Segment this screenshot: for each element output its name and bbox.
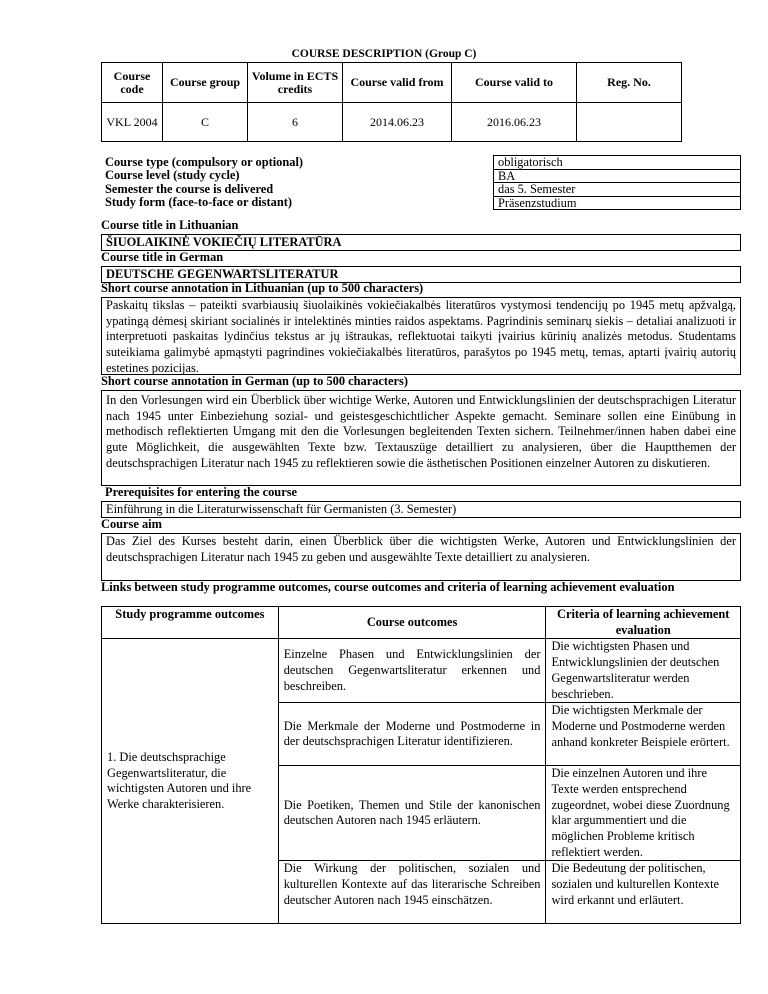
info-label: Study form (face-to-face or distant): [101, 196, 494, 210]
value-course-code: VKL 2004: [102, 103, 163, 142]
value-ects: 6: [248, 103, 343, 142]
aim: Das Ziel des Kurses besteht darin, einen Überblick über die wichtigsten Werke, Autoren und Entwicklungslinien der deutschsprachigen Literatur nach 1945 zu geben und ausgewählte Texte detailliert zu analysieren.: [101, 533, 741, 581]
header-reg-no: Reg. No.: [577, 63, 682, 103]
info-value: BA: [494, 169, 741, 183]
programme-outcome: 1. Die deutschsprachige Gegenwartsliteratur, die wichtigsten Autoren und ihre Werke charakterisieren.: [102, 639, 279, 924]
header-course-code: Course code: [102, 63, 163, 103]
header-criteria: Criteria of learning achievement evaluation: [546, 607, 741, 639]
info-value: Präsenzstudium: [494, 196, 741, 210]
header-programme-outcomes: Study programme outcomes: [102, 607, 279, 639]
criteria-cell: Die Bedeutung der politischen, sozialen und kulturellen Kontexte wird erkannt und erläutert.: [546, 861, 741, 924]
title-de: DEUTSCHE GEGENWARTSLITERATUR: [101, 266, 741, 283]
prereq: Einführung in die Literaturwissenschaft für Germanisten (3. Semester): [101, 501, 741, 518]
criteria-cell: Die wichtigsten Phasen und Entwicklungslinien der deutschen Gegenwartsliteratur werden beschrieben.: [546, 639, 741, 703]
title-lt: ŠIUOLAIKINĖ VOKIEČIŲ LITERATŪRA: [101, 234, 741, 251]
title-lt-label: Course title in Lithuanian: [101, 218, 239, 232]
header-ects: Volume in ECTS credits: [248, 63, 343, 103]
links-label: Links between study programme outcomes, course outcomes and criteria of learning achievement evaluation: [101, 580, 675, 594]
info-label: Course type (compulsory or optional): [101, 156, 494, 170]
header-course-group: Course group: [163, 63, 248, 103]
header-valid-to: Course valid to: [452, 63, 577, 103]
value-course-group: C: [163, 103, 248, 142]
value-valid-from: 2014.06.23: [343, 103, 452, 142]
value-valid-to: 2016.06.23: [452, 103, 577, 142]
criteria-cell: Die wichtigsten Merkmale der Moderne und Postmoderne werden anhand konkreter Beispiele erörtert.: [546, 703, 741, 766]
annot-de-label: Short course annotation in German (up to 500 characters): [101, 374, 408, 388]
info-label: Course level (study cycle): [101, 169, 494, 183]
value-reg-no: [577, 103, 682, 142]
page-title: COURSE DESCRIPTION (Group C): [291, 48, 477, 60]
annot-de: In den Vorlesungen wird ein Überblick über wichtige Werke, Autoren und Entwicklungslinien der deutschsprachigen Literatur nach 1945 unter Einbeziehung sozial- und geistesgeschichtlicher Aspekte gemacht. Seminare sollen eine Einübung in methodisch reflektierten Umgang mit den die Vorlesungen begleitenden Texten sichern. Teilnehmer/innen haben dabei eine gute Möglichkeit, die ausgewählten Texte bzw. Textauszüge detailliert zu analysieren, über die Hauptthemen der deutschsprachigen Literatur nach 1945 zu reflektieren sowie die ästhetischen Positionen einzelner Autoren zu diskutieren.: [101, 390, 741, 486]
annot-lt-label: Short course annotation in Lithuanian (up to 500 characters): [101, 281, 424, 295]
aim-label: Course aim: [101, 517, 162, 531]
criteria-cell: Die einzelnen Autoren und ihre Texte werden entsprechend zugeordnet, wobei diese Zuordnung klar argummentiert und die möglichen Probleme kritisch reflektiert werden.: [546, 766, 741, 861]
header-valid-from: Course valid from: [343, 63, 452, 103]
course-outcome: Einzelne Phasen und Entwicklungslinien der deutschen Gegenwartsliteratur erkennen und beschreiben.: [278, 639, 546, 703]
header-course-outcomes: Course outcomes: [278, 607, 546, 639]
outcomes-table: [101, 606, 741, 924]
course-outcome: Die Wirkung der politischen, sozialen und kulturellen Kontexte auf das literarische Schreiben deutscher Autoren nach 1945 einschätzen.: [278, 861, 546, 924]
annot-lt: Paskaitų tikslas – pateikti svarbiausių šiuolaikinės vokiečiakalbės literatūros vystymosi tendencijų po 1945 metų apžvalgą, ypatingą dėmesį skiriant socialinės ir intelektinės minties raidos aspektams. Pagrindinis seminarų siekis – detaliai analizuoti ir interpretuoti paskaitas lydinčius tekstus ar jų ištraukas, reflektuotai taikyti įvairius kūrinių analizės metodus. Studentams suteikiama galimybė apmąstyti pagrindines vokiečiakalbės literatūros, parašytos po 1945 metų, temas, aptarti įvairių autorių estetines pozicijas.: [101, 297, 741, 375]
course-info-table: [101, 155, 741, 210]
info-label: Semester the course is delivered: [101, 183, 494, 197]
course-outcome: Die Poetiken, Themen und Stile der kanonischen deutschen Autoren nach 1945 erläutern.: [278, 766, 546, 861]
title-de-label: Course title in German: [101, 250, 224, 264]
prereq-label: Prerequisites for entering the course: [105, 485, 298, 499]
info-value: das 5. Semester: [494, 183, 741, 197]
course-outcome: Die Merkmale der Moderne und Postmoderne in der deutschsprachigen Literatur identifizieren.: [278, 703, 546, 766]
info-value: obligatorisch: [494, 156, 741, 170]
course-summary-table: [101, 62, 682, 142]
